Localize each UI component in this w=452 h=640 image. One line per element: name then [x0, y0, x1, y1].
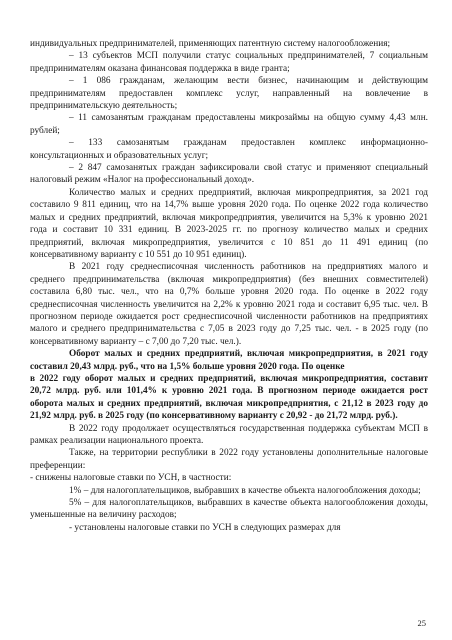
paragraph-2: – 13 субъектов МСП получили статус социальных предпринимателей, 7 социальным предпринимателям оказана финансовая поддержка в виде гранта; [30, 51, 428, 74]
paragraph-15: 5% – для налогоплательщиков, выбравших в качестве объекта налогообложения доходы, уменьшенные на величину расходов; [30, 498, 428, 521]
paragraph-13: - снижены налоговые ставки по УСН, в частности: [30, 473, 232, 484]
paragraph-4: – 11 самозанятым гражданам предоставлены микрозаймы на общую сумму 4,43 млн. рублей; [30, 113, 428, 136]
paragraph-14: 1% – для налогоплательщиков, выбравших в качестве объекта налогообложения доходы; [69, 485, 421, 496]
paragraph-12: Также, на территории республики в 2022 году установлены дополнительные налоговые преференции: [30, 448, 428, 471]
page-number: 25 [417, 618, 426, 628]
paragraph-8: В 2021 году среднесписочная численность работников на предприятиях малого и среднего предпринимательства (включая микропредприятия) (без внешних совместителей) составила 6,80 тыс. чел., что на 0,7% больше уровня 2020 года. По оценке в 2022 году среднесписочная численность увеличится на 2,2% к уровню 2021 года и составит 6,95 тыс. чел. В прогнозном периоде ожидается рост среднесписочной численности работников на предприятиях малого и среднего предпринимательства с 7,05 в 2023 году до 7,25 тыс. чел. - в 2025 году (по консервативному варианту – с 7,00 до 7,20 тыс. чел.). [30, 262, 428, 347]
page-body [30, 38, 428, 534]
paragraph-10-bold: в 2022 году оборот малых и средних предприятий, включая микропредприятия, составит 20,72 млрд. руб. или 101,4% к уровню 2021 года. В прогнозном периоде ожидается рост оборота малых и средних предприятий, включая микропредприятия, с 21,12 в 2023 году до 21,92 млрд. руб. в 2025 году (по консервативному варианту с 20,92 - до 21,72 млрд. руб.). [30, 373, 428, 422]
paragraph-5: – 133 самозанятым гражданам предоставлен комплекс информационно-консультационных и образовательных услуг; [30, 138, 428, 161]
paragraph-3: – 1 086 гражданам, желающим вести бизнес, начинающим и действующим предпринимателям предоставлен комплекс услуг, направленный на вовлечение в предпринимательскую деятельность; [30, 76, 428, 112]
paragraph-16: - установлены налоговые ставки по УСН в следующих размерах для [69, 522, 341, 533]
paragraph-9-bold: Оборот малых и средних предприятий, включая микропредприятия, в 2021 году составил 20,43 млрд. руб., что на 1,5% больше уровня 2020 года. По оценке [30, 349, 428, 372]
paragraph-7: Количество малых и средних предприятий, включая микропредприятия, за 2021 год составило 9 811 единиц, что на 14,7% выше уровня 2020 года. По оценке 2022 года количество малых и средних предприятий, включая микропредприятия, увеличится на 5,3% к уровню 2021 года и составит 10 331 единиц. В 2023-2025 гг. по прогнозу количество малых и средних предприятий, включая микропредприятия, увеличится с 10 851 до 11 491 единиц (по консервативному варианту с 10 551 до 10 951 единиц). [30, 187, 428, 260]
paragraph-11: В 2022 году продолжает осуществляться государственная поддержка субъектам МСП в рамках реализации национального проекта. [30, 423, 428, 446]
paragraph-6: – 2 847 самозанятых граждан зафиксировали свой статус и применяют специальный налоговый режим «Налог на профессиональный доход». [30, 163, 428, 186]
paragraph-1: индивидуальных предпринимателей, применяющих патентную систему налогообложения; [30, 39, 391, 49]
